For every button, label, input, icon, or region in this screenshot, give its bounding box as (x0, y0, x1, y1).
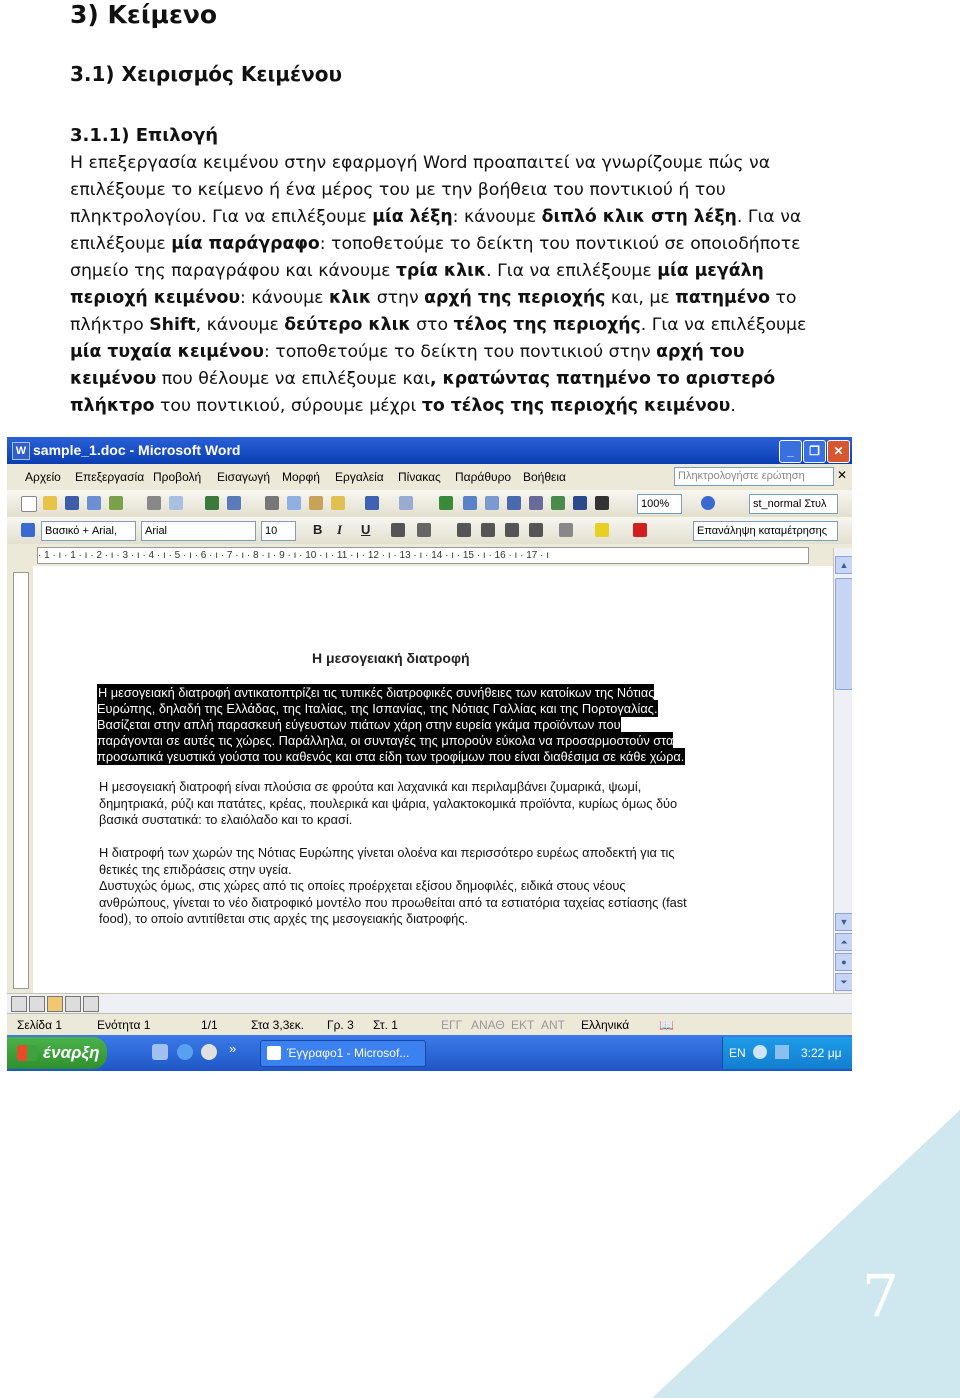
status-line: Γρ. 3 (327, 1018, 354, 1032)
document-title: Η μεσογειακή διατροφή (312, 650, 470, 666)
style-combo[interactable]: st_normal Στυλ (749, 494, 838, 514)
menu-table[interactable]: Πίνακας (398, 470, 441, 484)
browse-object-icon[interactable]: ● (835, 953, 852, 971)
font-box[interactable]: Arial (141, 521, 256, 541)
status-ext[interactable]: ΕΚΤ (511, 1018, 535, 1032)
restore-button[interactable]: ❐ (803, 440, 826, 463)
ask-question-box[interactable]: Πληκτρολογήστε ερώτηση (674, 467, 834, 486)
status-section: Ενότητα 1 (97, 1018, 151, 1032)
style-box[interactable]: Βασικό + Arial, (41, 521, 136, 541)
window-title: sample_1.doc - Microsoft Word (33, 442, 241, 458)
status-pages: 1/1 (201, 1018, 218, 1032)
close-doc-icon[interactable]: ✕ (837, 468, 848, 482)
menu-tools[interactable]: Εργαλεία (335, 470, 384, 484)
status-page: Σελίδα 1 (17, 1018, 63, 1032)
start-label: έναρξη (43, 1043, 100, 1062)
menu-view[interactable]: Προβολή (153, 470, 202, 484)
status-col: Στ. 1 (373, 1018, 398, 1032)
close-button[interactable]: ✕ (827, 440, 850, 463)
menu-edit[interactable]: Επεξεργασία (75, 470, 145, 484)
ruler-scale: · 1 · ı · 1 · ı · 2 · ı · 3 · ı · 4 · ı · 5 · ı · 6 · ı · 7 · ı · 8 · ı · 9 · ı · 10 · ı · 11 · ı · 12 · ı · 13 · ı · 14 · ı · 15 · ı · 16 · ı · 17 · ı (37, 547, 809, 564)
zoom-box[interactable]: 100% (637, 494, 682, 514)
status-language: Ελληνικά (581, 1018, 630, 1032)
menu-file[interactable]: Αρχείο (25, 470, 61, 484)
taskbar-item-label: Έγγραφο1 - Microsof... (287, 1046, 410, 1060)
italic-button[interactable]: I (337, 522, 343, 537)
minimize-button[interactable]: _ (779, 440, 802, 463)
corner-triangle (652, 1110, 960, 1398)
doc-paragraph-2: Η μεσογειακή διατροφή είναι πλούσια σε φρούτα και λαχανικά και περιλαμβάνει ζυμαρικά, ψωμί, δημητριακά, ρύζι και πατάτες, κρέας, πουλερικά και ψάρια, γαλακτοκομικά προϊόντα, κυρίως όμως δύο βασικά συστατικά: το ελαιόλαδο και το κρασί. (99, 779, 678, 827)
heading-section: 3.1) Χειρισμός Κειμένου (70, 62, 342, 86)
heading-subsection: 3.1.1) Επιλογή (70, 125, 219, 146)
menu-help[interactable]: Βοήθεια (523, 470, 566, 484)
status-ovr[interactable]: ΑΝΤ (541, 1018, 565, 1032)
heading-chapter: 3) Κείμενο (70, 0, 218, 29)
prev-page-icon[interactable]: ⏶ (835, 933, 852, 951)
word-app-icon: W (12, 442, 30, 460)
underline-button[interactable]: U (361, 522, 371, 537)
clock: 3:22 μμ (801, 1046, 842, 1060)
spelling-status-icon[interactable]: 📖 (659, 1018, 674, 1032)
menu-format[interactable]: Μορφή (282, 470, 320, 484)
selection-highlight: Η μεσογειακή διατροφή αντικατοπτρίζει τις τυπικές διατροφικές συνήθειες των κατοίκων της Νότιας Ευρώπης, δηλαδή της Ελλάδας, της Ιταλίας, της Ισπανίας, της Νότιας Γαλλίας και της Πορτογαλίας. Βασίζεται στην απλή παρασκευή εύγευστων πιάτων χάρη στην ευρεία γκάμα προϊόντων που παράγονται σε αυτές τις χώρες. Παράλληλα, οι συνταγές της μπορούν εύκολα να προσαρμοστούν στα προσωπικά γευστικά γούστα του καθενός και στα είδη των τροφίμων που είναι διαθέσιμα σε κάθε χώρα. (97, 685, 685, 764)
revision-box[interactable]: Επανάληψη καταμέτρησης (693, 521, 838, 541)
language-indicator[interactable]: EN (729, 1046, 746, 1060)
menu-insert[interactable]: Εισαγωγή (217, 470, 271, 484)
font-size-box[interactable]: 10 (261, 521, 296, 541)
doc-paragraph-3: Η διατροφή των χωρών της Νότιας Ευρώπης γίνεται ολοένα και περισσότερο ευρέως αποδεκτή για τις θετικές της επιδράσεις στην υγεία. (99, 845, 675, 877)
bold-button[interactable]: B (313, 522, 323, 537)
page-number: 7 (862, 1262, 899, 1330)
menu-window[interactable]: Παράθυρο (455, 470, 512, 484)
status-rec[interactable]: ΕΓΓ (441, 1018, 463, 1032)
status-at: Στα 3,3εκ. (251, 1018, 305, 1032)
quicklaunch-chevron[interactable]: » (229, 1041, 237, 1056)
next-page-icon[interactable]: ⏷ (835, 973, 852, 991)
doc-paragraph-4: Δυστυχώς όμως, στις χώρες από τις οποίες προέρχεται εξίσου δημοφιλές, ειδικά στους νέους ανθρώπους, γίνεται το νέο διατροφικό μοντέλο που προωθείται από τα εστιατόρια ταχείας εστίασης (fast food), το οποίο αντιτίθεται στις αρχές της μεσογειακής διατροφής. (99, 878, 687, 926)
body-paragraph: Η επεξεργασία κειμένου στην εφαρμογή Word προαπαιτεί να γνωρίζουμε πώς να επιλέξουμε το κείμενο ή ένα μέρος του με την βοήθεια του ποντικιού ή του πληκτρολογίου. Για να επιλέξουμε μία λέξη: κάνουμε διπλό κλικ στη λέξη. Για να επιλέξουμε μία παράγραφο: τοποθετούμε το δείκτη του ποντικιού σε οποιοδήποτε σημείο της παραγράφου και κάνουμε τρία κλικ. Για να επιλέξουμε μία μεγάλη περιοχή κειμένου: κάνουμε κλικ στην αρχή της περιοχής και, με πατημένο το πλήκτρο Shift, κάνουμε δεύτερο κλικ στο τέλος της περιοχής. Για να επιλέξουμε μία τυχαία κειμένου: τοποθετούμε το δείκτη του ποντικιού στην αρχή του κειμένου που θέλουμε να επιλέξουμε και, κρατώντας πατημένο το αριστερό πλήκτρο του ποντικιού, σύρουμε μέχρι το τέλος της περιοχής κειμένου. (70, 153, 807, 416)
scroll-up-icon[interactable]: ▲ (835, 556, 852, 574)
scroll-down-icon[interactable]: ▼ (835, 913, 852, 931)
status-trk[interactable]: ΑΝΑΘ (471, 1018, 505, 1032)
